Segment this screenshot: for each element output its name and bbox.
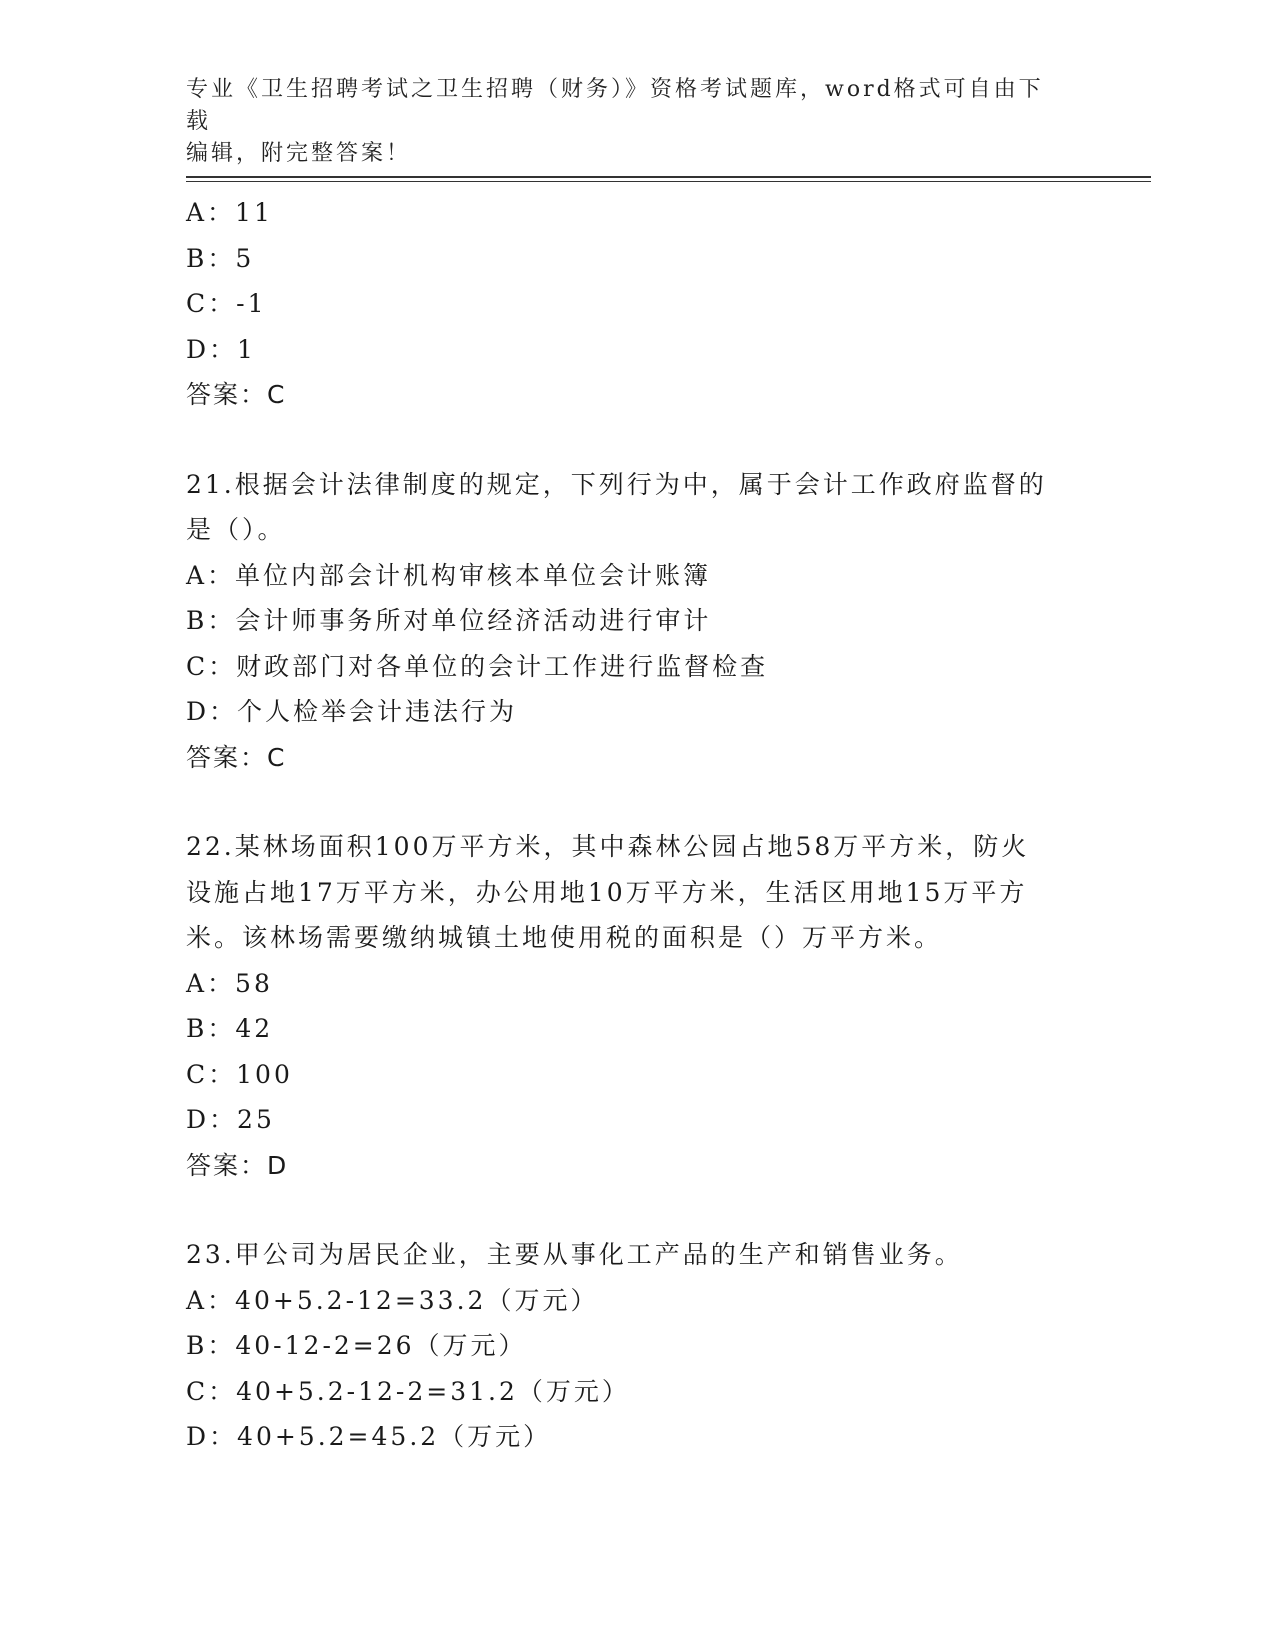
question-stem-line: 是（）。 [186,515,286,544]
question-22 [186,824,1086,1188]
option-a: A：40+5.2-12=33.2（万元） [186,1285,599,1315]
question-23 [186,1232,1086,1460]
option-c: C：-1 [186,289,267,318]
option-c: C：财政部门对各单位的会计工作进行监督检查 [186,651,769,681]
option-a: A：11 [186,198,273,227]
answer-line: 答案：D [186,1150,289,1180]
question-gap [186,780,1086,824]
option-c: C：100 [186,1059,293,1089]
option-b: B：42 [186,1014,274,1043]
question-stem-line: 22.某林场面积100万平方米，其中森林公园占地58万平方米，防火 [186,832,1030,861]
document-header [186,74,1066,170]
question-stem-line: 米。该林场需要缴纳城镇土地使用税的面积是（）万平方米。 [186,923,943,952]
header-line-2: 编辑，附完整答案！ [186,141,412,166]
question-20 [186,190,1086,418]
answer-line: 答案：C [186,380,287,409]
option-d: D：1 [186,334,256,364]
option-d: D：40+5.2=45.2（万元） [186,1422,552,1451]
question-list [186,190,1086,1460]
option-c: C：40+5.2-12-2=31.2（万元） [186,1376,630,1406]
question-gap [186,418,1086,462]
option-b: B：5 [186,243,255,273]
question-stem-line: 23.甲公司为居民企业，主要从事化工产品的生产和销售业务。 [186,1240,963,1269]
question-stem-line: 21.根据会计法律制度的规定，下列行为中，属于会计工作政府监督的 [186,469,1047,499]
option-d: D：个人检举会计违法行为 [186,697,518,726]
option-b: B：会计师事务所对单位经济活动进行审计 [186,606,712,635]
option-a: A：单位内部会计机构审核本单位会计账簿 [186,560,712,590]
option-b: B：40-12-2=26（万元） [186,1331,527,1360]
header-rule-thick [186,176,1151,178]
answer-line: 答案：C [186,742,287,772]
header-line-1: 专业《卫生招聘考试之卫生招聘（财务）》资格考试题库，word格式可自由下载 [186,77,1044,134]
option-a: A：58 [186,968,273,998]
question-21 [186,462,1086,781]
header-rule-thin [186,181,1151,182]
question-gap [186,1188,1086,1232]
option-d: D：25 [186,1105,275,1134]
question-stem-line: 设施占地17万平方米，办公用地10万平方米，生活区用地15万平方 [186,877,1028,907]
